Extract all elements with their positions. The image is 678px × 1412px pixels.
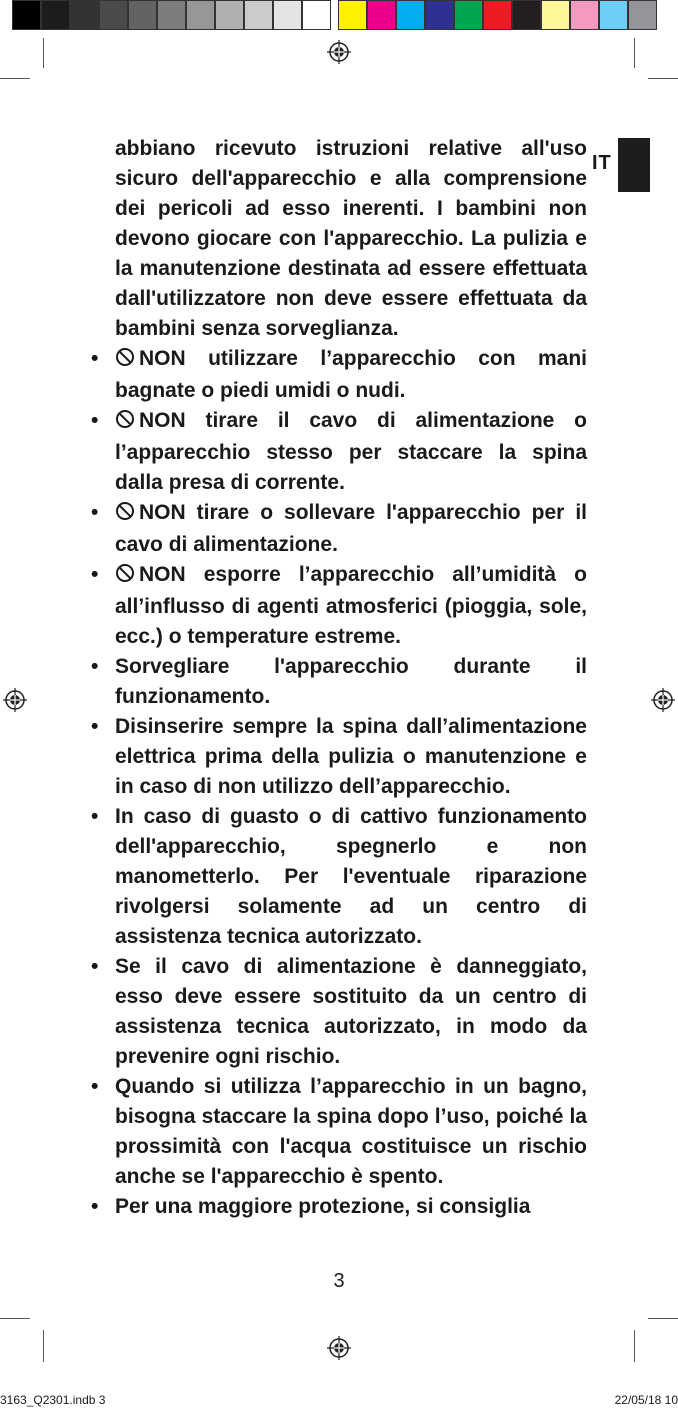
registration-mark-icon: [327, 1336, 351, 1360]
crop-mark: [0, 1318, 30, 1319]
bullet-text: Sorvegliare l'apparecchio durante il funzionamento.: [115, 655, 587, 708]
bullet-text: Per una maggiore protezione, si consiglia: [115, 1195, 531, 1218]
bullet-marker: •: [91, 655, 99, 678]
bullet-item: [91, 406, 587, 498]
bullet-text: Quando si utilizza l’apparecchio in un bagno, bisogna staccare la spina dopo l’uso, poiché la prossimità con l'acqua costituisce un rischio anche se l'apparecchio è spento.: [115, 1075, 587, 1188]
prohibition-icon: [115, 346, 135, 376]
crop-mark: [0, 78, 30, 79]
bullet-text: NON tirare o sollevare l'apparecchio per il cavo di alimentazione.: [115, 501, 587, 556]
gray-swatch: [186, 0, 215, 30]
bullet-text: In caso di guasto o di cattivo funzionamento dell'apparecchio, spegnerlo e non manometterlo. Per l'eventuale riparazione rivolgersi solamente ad un centro di assistenza tecnica autorizzato.: [115, 805, 587, 948]
color-swatch: [454, 0, 483, 30]
bullet-marker: •: [91, 955, 99, 978]
crop-mark: [648, 78, 678, 79]
bullet-item: [91, 560, 587, 652]
prohibition-icon: [115, 408, 135, 438]
gray-swatch: [302, 0, 331, 30]
crop-mark: [43, 38, 44, 68]
bullet-marker: •: [91, 563, 99, 586]
color-swatch: [599, 0, 628, 30]
gray-swatch: [128, 0, 157, 30]
language-tab-label: IT: [592, 152, 612, 174]
color-swatches: [338, 0, 657, 30]
bullet-marker: •: [91, 347, 99, 370]
bullet-text: NON tirare il cavo di alimentazione o l’apparecchio stesso per staccare la spina dalla presa di corrente.: [115, 409, 587, 494]
prohibition-icon: [115, 500, 135, 530]
gray-swatch: [215, 0, 244, 30]
bullet-marker: •: [91, 501, 99, 524]
grayscale-swatches: [12, 0, 331, 30]
bullet-marker: •: [91, 805, 99, 828]
safety-bullet-list: [0, 344, 678, 1222]
color-swatch: [541, 0, 570, 30]
gray-swatch: [12, 0, 41, 30]
bullet-item: [91, 498, 587, 560]
page-number: 3: [333, 1270, 345, 1292]
gray-swatch: [273, 0, 302, 30]
bullet-text: NON utilizzare l’apparecchio con mani bagnate o piedi umidi o nudi.: [115, 347, 587, 402]
crop-mark: [634, 1330, 635, 1362]
color-swatch: [338, 0, 367, 30]
crop-mark: [634, 38, 635, 68]
intro-paragraph: abbiano ricevuto istruzioni relative all'uso sicuro dell'apparecchio e alla comprensione dei pericoli ad esso inerenti. I bambini non devono giocare con l'apparecchio. La pulizia e la manutenzione destinata ad essere effettuata dall'utilizzatore non deve essere effettuata da bambini senza sorveglianza.: [115, 137, 587, 340]
bullet-marker: •: [91, 1195, 99, 1218]
bullet-item: [91, 652, 587, 712]
crop-mark: [648, 1318, 678, 1319]
bullet-item: [91, 344, 587, 406]
prohibition-icon: [115, 562, 135, 592]
color-swatch: [570, 0, 599, 30]
bullet-text: Se il cavo di alimentazione è danneggiato, esso deve essere sostituito da un centro di assistenza tecnica autorizzato, in modo da prevenire ogni rischio.: [115, 955, 587, 1068]
bullet-marker: •: [91, 715, 99, 738]
gray-swatch: [99, 0, 128, 30]
bullet-text: NON esporre l’apparecchio all’umidità o all’influsso di agenti atmosferici (pioggia, sole, ecc.) o temperature estreme.: [115, 563, 587, 648]
crop-mark: [43, 1330, 44, 1362]
color-swatch: [628, 0, 657, 30]
bullet-item: [91, 1072, 587, 1192]
main-content: [0, 134, 678, 1222]
footer-date: 22/05/18 10: [614, 1393, 678, 1407]
gray-swatch: [41, 0, 70, 30]
color-swatch: [396, 0, 425, 30]
gray-swatch: [244, 0, 273, 30]
color-swatch: [425, 0, 454, 30]
bullet-item: [91, 1192, 587, 1222]
bullet-text: Disinserire sempre la spina dall’alimentazione elettrica prima della pulizia o manutenzione e in caso di non utilizzo dell’apparecchio.: [115, 715, 587, 798]
registration-mark-icon: [327, 40, 351, 64]
gray-swatch: [157, 0, 186, 30]
bullet-marker: •: [91, 409, 99, 432]
gray-swatch: [70, 0, 99, 30]
color-calibration-bar: [12, 0, 664, 30]
color-swatch: [483, 0, 512, 30]
bullet-marker: •: [91, 1075, 99, 1098]
footer-file-info: 3163_Q2301.indb 3: [0, 1393, 106, 1407]
bullet-item: [91, 712, 587, 802]
color-swatch: [512, 0, 541, 30]
bullet-item: [91, 802, 587, 952]
color-swatch: [367, 0, 396, 30]
bullet-item: [91, 952, 587, 1072]
